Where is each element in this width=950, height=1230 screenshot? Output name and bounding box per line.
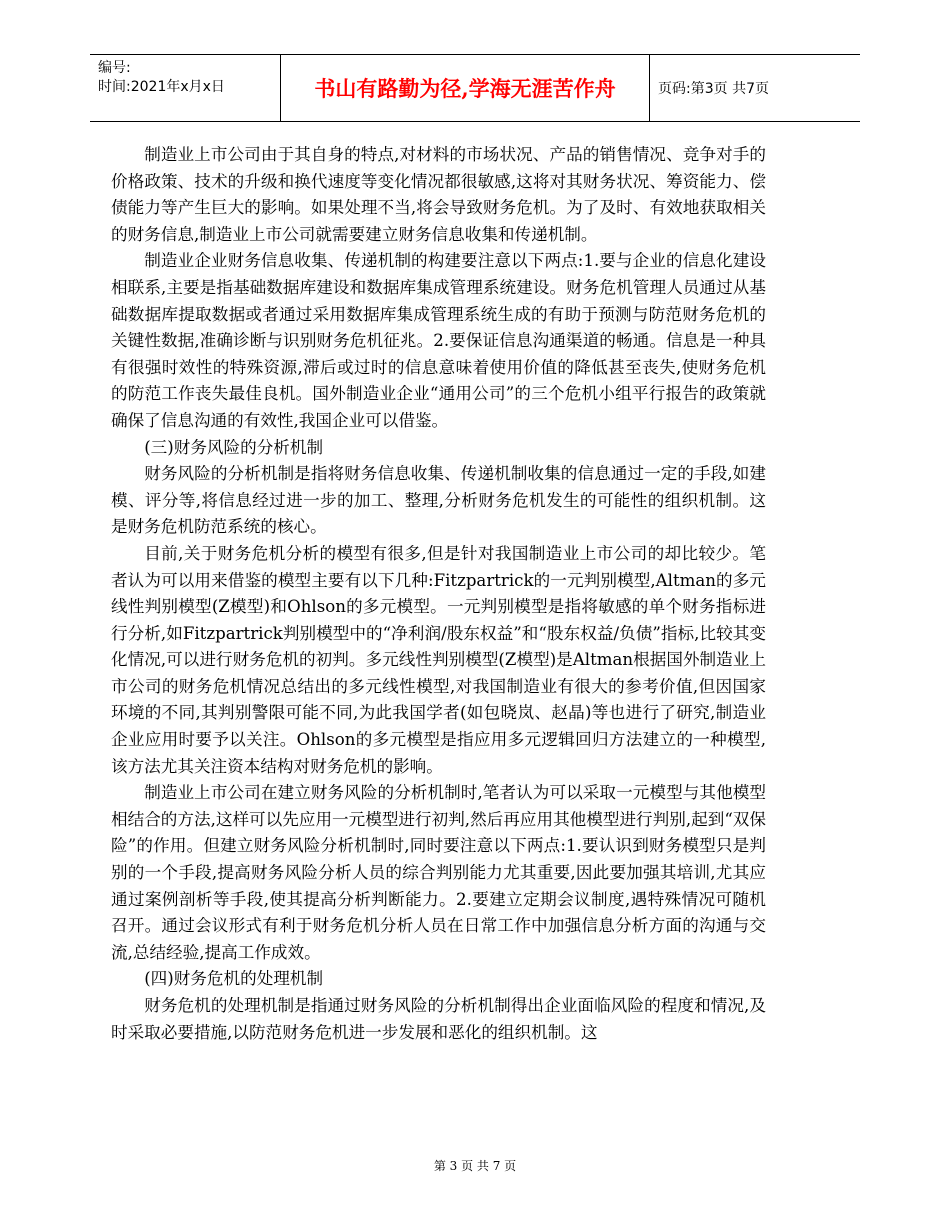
document-body [111, 142, 766, 1046]
document-number-label: 编号: [98, 60, 131, 76]
header-meta [98, 59, 225, 97]
paragraph: 财务风险的分析机制是指将财务信息收集、传递机制收集的信息通过一定的手段,如建模、评分等,将信息经过进一步的加工、整理,分析财务危机发生的可能性的组织机制。这是财务危机防范系统的核心。 [111, 464, 766, 537]
header-page-info: 页码:第3页 共7页 [658, 81, 769, 97]
paragraph: 目前,关于财务危机分析的模型有很多,但是针对我国制造业上市公司的却比较少。笔者认为可以用来借鉴的模型主要有以下几种:Fitzpartrick的一元判别模型,Altman的多元线性判别模型(Z模型)和Ohlson的多元模型。一元判别模型是指将敏感的单个财务指标进行分析,如Fitzpartrick判别模型中的“净利润/股东权益”和“股东权益/负债”指标,比较其变化情况,可以进行财务危机的初判。多元线性判别模型(Z模型)是Altman根据国外制造业上市公司的财务危机情况总结出的多元线性模型,对我国制造业有很大的参考价值,但因国家环境的不同,其判别警限可能不同,为此我国学者(如包晓岚、赵晶)等也进行了研究,制造业企业应用时要予以关注。Ohlson的多元模型是指应用多元逻辑回归方法建立的一种模型,该方法尤其关注资本结构对财务危机的影响。 [111, 543, 766, 776]
paragraph: 制造业上市公司由于其自身的特点,对材料的市场状况、产品的销售情况、竞争对手的价格政策、技术的升级和换代速度等变化情况都很敏感,这将对其财务状况、筹资能力、偿债能力等产生巨大的影响。如果处理不当,将会导致财务危机。为了及时、有效地获取相关的财务信息,制造业上市公司就需要建立财务信息收集和传递机制。 [111, 145, 766, 244]
paragraph: 财务危机的处理机制是指通过财务风险的分析机制得出企业面临风险的程度和情况,及时采取必要措施,以防范财务危机进一步发展和恶化的组织机制。这 [111, 996, 766, 1042]
section-heading: (三)财务风险的分析机制 [144, 437, 324, 457]
page-footer: 第 3 页 共 7 页 [433, 1159, 517, 1173]
document-time: 时间:2021年x月x日 [98, 79, 225, 95]
page-header [90, 54, 860, 122]
paragraph: 制造业上市公司在建立财务风险的分析机制时,笔者认为可以采取一元模型与其他模型相结合的方法,这样可以先应用一元模型进行初判,然后再应用其他模型进行判别,起到“双保险”的作用。但建立财务风险分析机制时,同时要注意以下两点:1.要认识到财务模型只是判别的一个手段,提高财务风险分析人员的综合判别能力尤其重要,因此要加强其培训,尤其应通过案例剖析等手段,使其提高分析判断能力。2.要建立定期会议制度,遇特殊情况可随机召开。通过会议形式有利于财务危机分析人员在日常工作中加强信息分析方面的沟通与交流,总结经验,提高工作成效。 [111, 783, 766, 962]
section-heading: (四)财务危机的处理机制 [144, 969, 324, 989]
header-motto: 书山有路勤为径,学海无涯苦作舟 [280, 55, 650, 121]
paragraph: 制造业企业财务信息收集、传递机制的构建要注意以下两点:1.要与企业的信息化建设相联系,主要是指基础数据库建设和数据库集成管理系统建设。财务危机管理人员通过从基础数据库提取数据或者通过采用数据库集成管理系统生成的有助于预测与防范财务危机的关键性数据,准确诊断与识别财务危机征兆。2.要保证信息沟通渠道的畅通。信息是一种具有很强时效性的特殊资源,滞后或过时的信息意味着使用价值的降低甚至丧失,使财务危机的防范工作丧失最佳良机。国外制造业企业“通用公司”的三个危机小组平行报告的政策就确保了信息沟通的有效性,我国企业可以借鉴。 [111, 251, 766, 430]
